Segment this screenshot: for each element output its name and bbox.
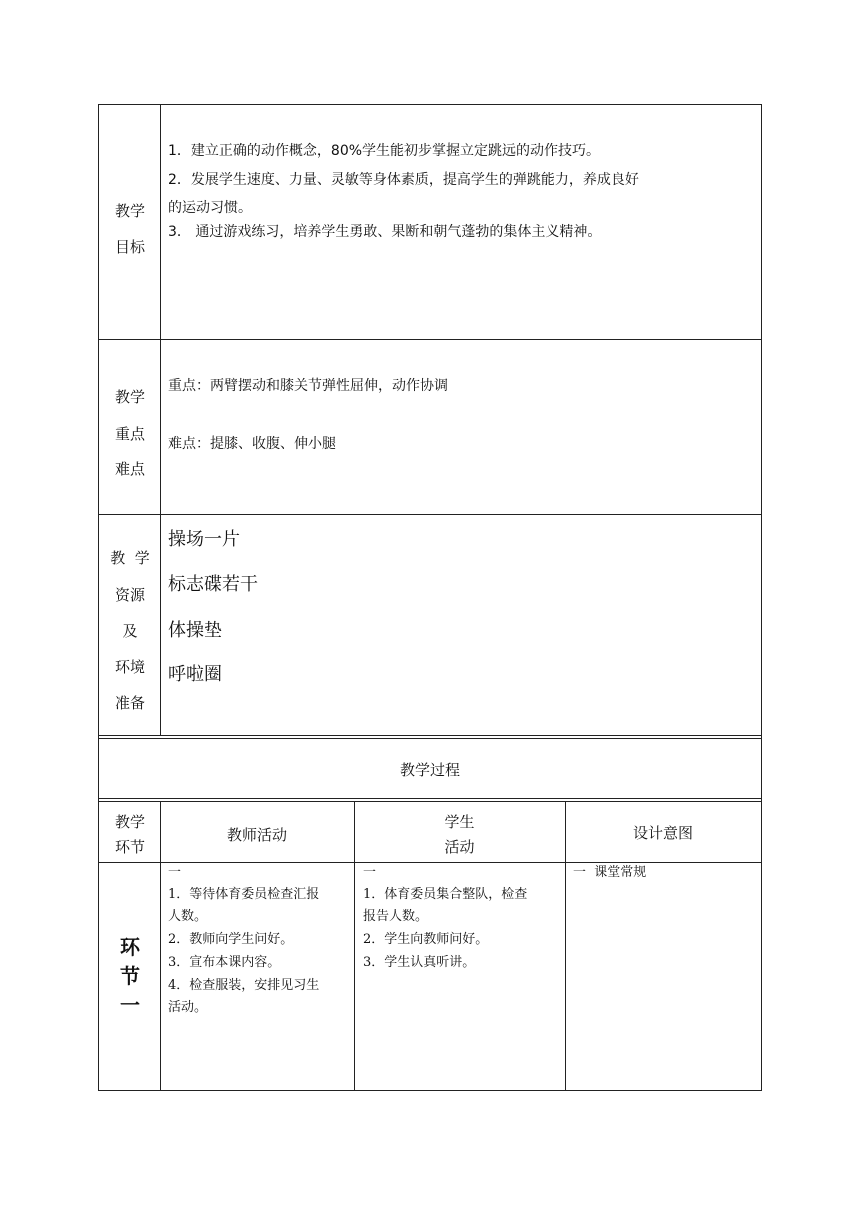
teacher-activity-head: 一 xyxy=(168,865,182,880)
focus-text: 重点：两臂摆动和膝关节弹性屈伸，动作协调 xyxy=(168,378,448,394)
keypoints-label-line3: 难点 xyxy=(114,460,145,478)
resources-label-line4: 环境 xyxy=(114,658,145,676)
goal-item-3: 3． 通过游戏练习，培养学生勇敢、果断和朝气蓬勃的集体主义精神。 xyxy=(168,224,602,240)
difficulty-text: 难点：提膝、收腹、伸小腿 xyxy=(168,436,336,452)
keypoints-label-line1: 教学 xyxy=(114,388,145,406)
goals-label-line2: 目标 xyxy=(114,238,145,256)
goals-label-line1: 教学 xyxy=(114,202,145,220)
resources-label-line3: 及 xyxy=(122,622,138,640)
table-border xyxy=(98,104,762,105)
table-border xyxy=(98,1090,762,1091)
goal-item-2-line2: 的运动习惯。 xyxy=(168,200,252,216)
col-design-header: 设计意图 xyxy=(632,824,693,842)
student-activity-line: 1．体育委员集合整队，检查 xyxy=(363,887,528,902)
resource-item: 操场一片 xyxy=(168,529,240,550)
goal-item-1: 1．建立正确的动作概念，80%学生能初步掌握立定跳远的动作技巧。 xyxy=(168,143,601,159)
col-stage-line2: 环节 xyxy=(114,838,145,856)
resource-item: 体操垫 xyxy=(168,620,222,641)
student-activity-line: 报告人数。 xyxy=(363,909,429,924)
teacher-activity-line: 2．教师向学生问好。 xyxy=(168,932,294,947)
col-student-header-line2: 活动 xyxy=(444,838,475,856)
table-border xyxy=(565,801,566,1091)
keypoints-label-line2: 重点 xyxy=(114,425,145,443)
table-border xyxy=(761,104,762,1091)
table-border xyxy=(98,339,762,340)
table-border xyxy=(98,514,762,515)
process-title: 教学过程 xyxy=(399,761,460,779)
stage-label-line1: 环 xyxy=(120,935,140,959)
resource-item: 标志碟若干 xyxy=(168,574,258,595)
table-border xyxy=(98,798,762,799)
student-activity-head: 一 xyxy=(363,865,377,880)
stage-label-line3: 一 xyxy=(120,993,140,1017)
teacher-activity-line: 人数。 xyxy=(168,909,208,924)
resources-label-line5: 准备 xyxy=(114,694,145,712)
table-border xyxy=(160,104,161,736)
col-student-header-line1: 学生 xyxy=(444,813,475,831)
stage-label-line2: 节 xyxy=(120,964,140,988)
student-activity-line: 2．学生向教师问好。 xyxy=(363,932,489,947)
resources-label-line1: 教 学 xyxy=(110,549,150,567)
goal-item-2-line1: 2．发展学生速度、力量、灵敏等身体素质，提高学生的弹跳能力，养成良好 xyxy=(168,172,639,188)
teacher-activity-line: 1．等待体育委员检查汇报 xyxy=(168,887,320,902)
teacher-activity-line: 活动。 xyxy=(168,1000,208,1015)
table-border xyxy=(98,801,762,802)
student-activity-line: 3．学生认真听讲。 xyxy=(363,955,476,970)
table-border xyxy=(98,862,762,863)
teacher-activity-line: 4．检查服装，安排见习生 xyxy=(168,978,320,993)
resources-label-line2: 资源 xyxy=(114,586,145,604)
table-border xyxy=(98,735,762,736)
col-stage-line1: 教学 xyxy=(114,813,145,831)
resource-item: 呼啦圈 xyxy=(168,664,222,685)
teacher-activity-line: 3．宣布本课内容。 xyxy=(168,955,281,970)
design-intent-text: 一 课堂常规 xyxy=(573,865,647,880)
table-border xyxy=(98,738,762,739)
col-teacher-header: 教师活动 xyxy=(226,826,287,844)
